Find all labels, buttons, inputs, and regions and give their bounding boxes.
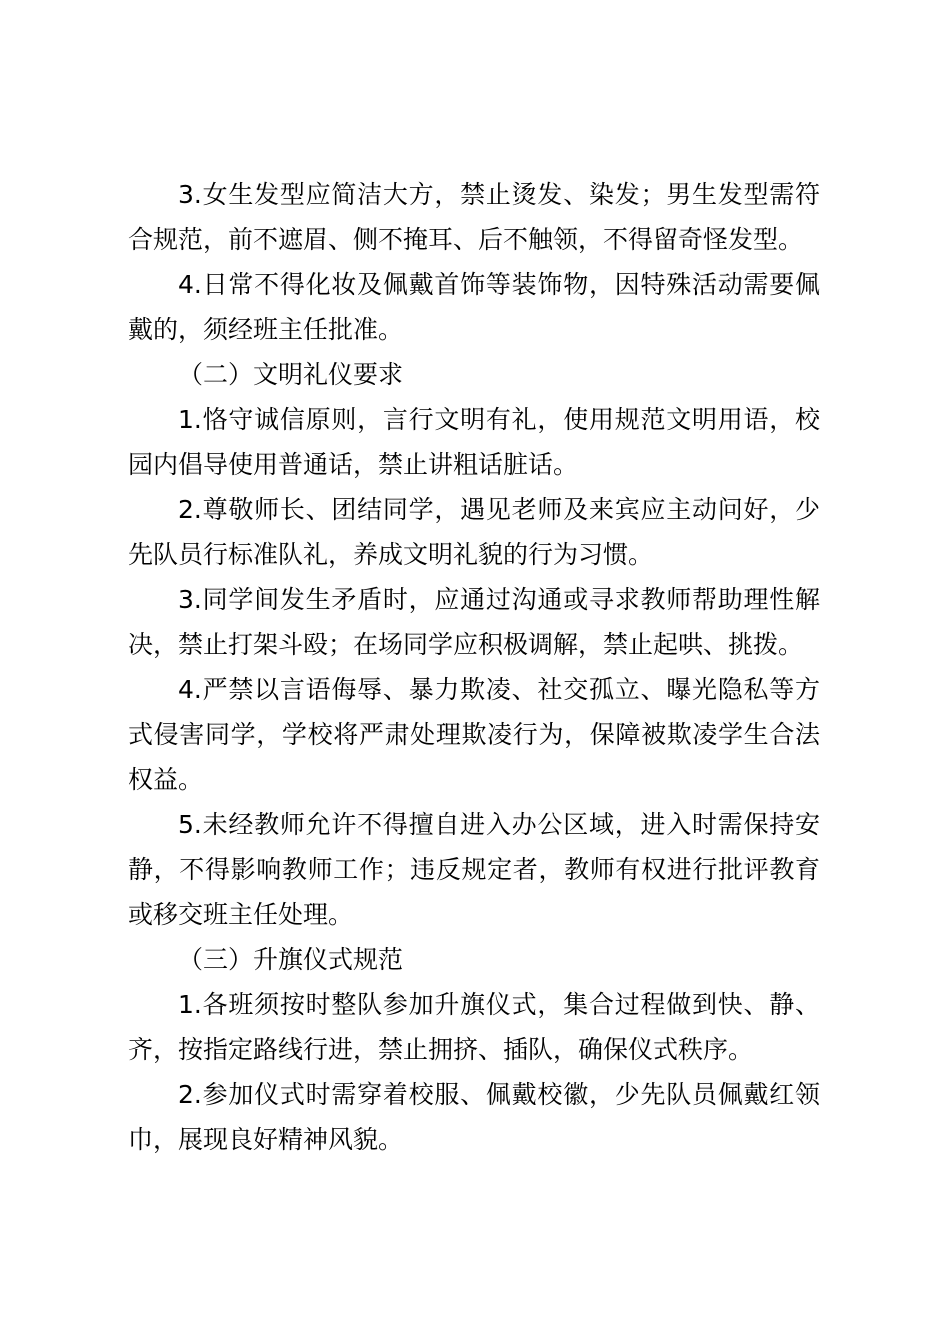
paragraph-hairstyle-rule: 3.女生发型应简洁大方，禁止烫发、染发；男生发型需符合规范，前不遮眉、侧不掩耳、后不触领，不得留奇怪发型。: [128, 180, 820, 254]
paragraph-makeup-rule: 4.日常不得化妆及佩戴首饰等装饰物，因特殊活动需要佩戴的，须经班主任批准。: [128, 270, 820, 344]
paragraph-anti-bullying-rule: 4.严禁以言语侮辱、暴力欺凌、社交孤立、曝光隐私等方式侵害同学，学校将严肃处理欺凌行为，保障被欺凌学生合法权益。: [128, 675, 820, 794]
paragraph-assembly-rule: 1.各班须按时整队参加升旗仪式，集合过程做到快、静、齐，按指定路线行进，禁止拥挤、插队，确保仪式秩序。: [128, 990, 820, 1064]
paragraph-uniform-rule: 2.参加仪式时需穿着校服、佩戴校徽，少先队员佩戴红领巾，展现良好精神风貌。: [128, 1080, 820, 1154]
document-body: [128, 172, 820, 1162]
paragraph-respect-rule: 2.尊敬师长、团结同学，遇见老师及来宾应主动问好，少先队员行标准队礼，养成文明礼貌的行为习惯。: [128, 495, 820, 569]
section-heading-etiquette: （二）文明礼仪要求: [178, 360, 404, 389]
paragraph-office-access-rule: 5.未经教师允许不得擅自进入办公区域，进入时需保持安静，不得影响教师工作；违反规定者，教师有权进行批评教育或移交班主任处理。: [128, 810, 820, 929]
paragraph-integrity-rule: 1.恪守诚信原则，言行文明有礼，使用规范文明用语，校园内倡导使用普通话，禁止讲粗话脏话。: [128, 405, 820, 479]
section-heading-flag-ceremony: （三）升旗仪式规范: [178, 945, 404, 974]
paragraph-conflict-rule: 3.同学间发生矛盾时，应通过沟通或寻求教师帮助理性解决，禁止打架斗殴；在场同学应积极调解，禁止起哄、挑拨。: [128, 585, 820, 659]
